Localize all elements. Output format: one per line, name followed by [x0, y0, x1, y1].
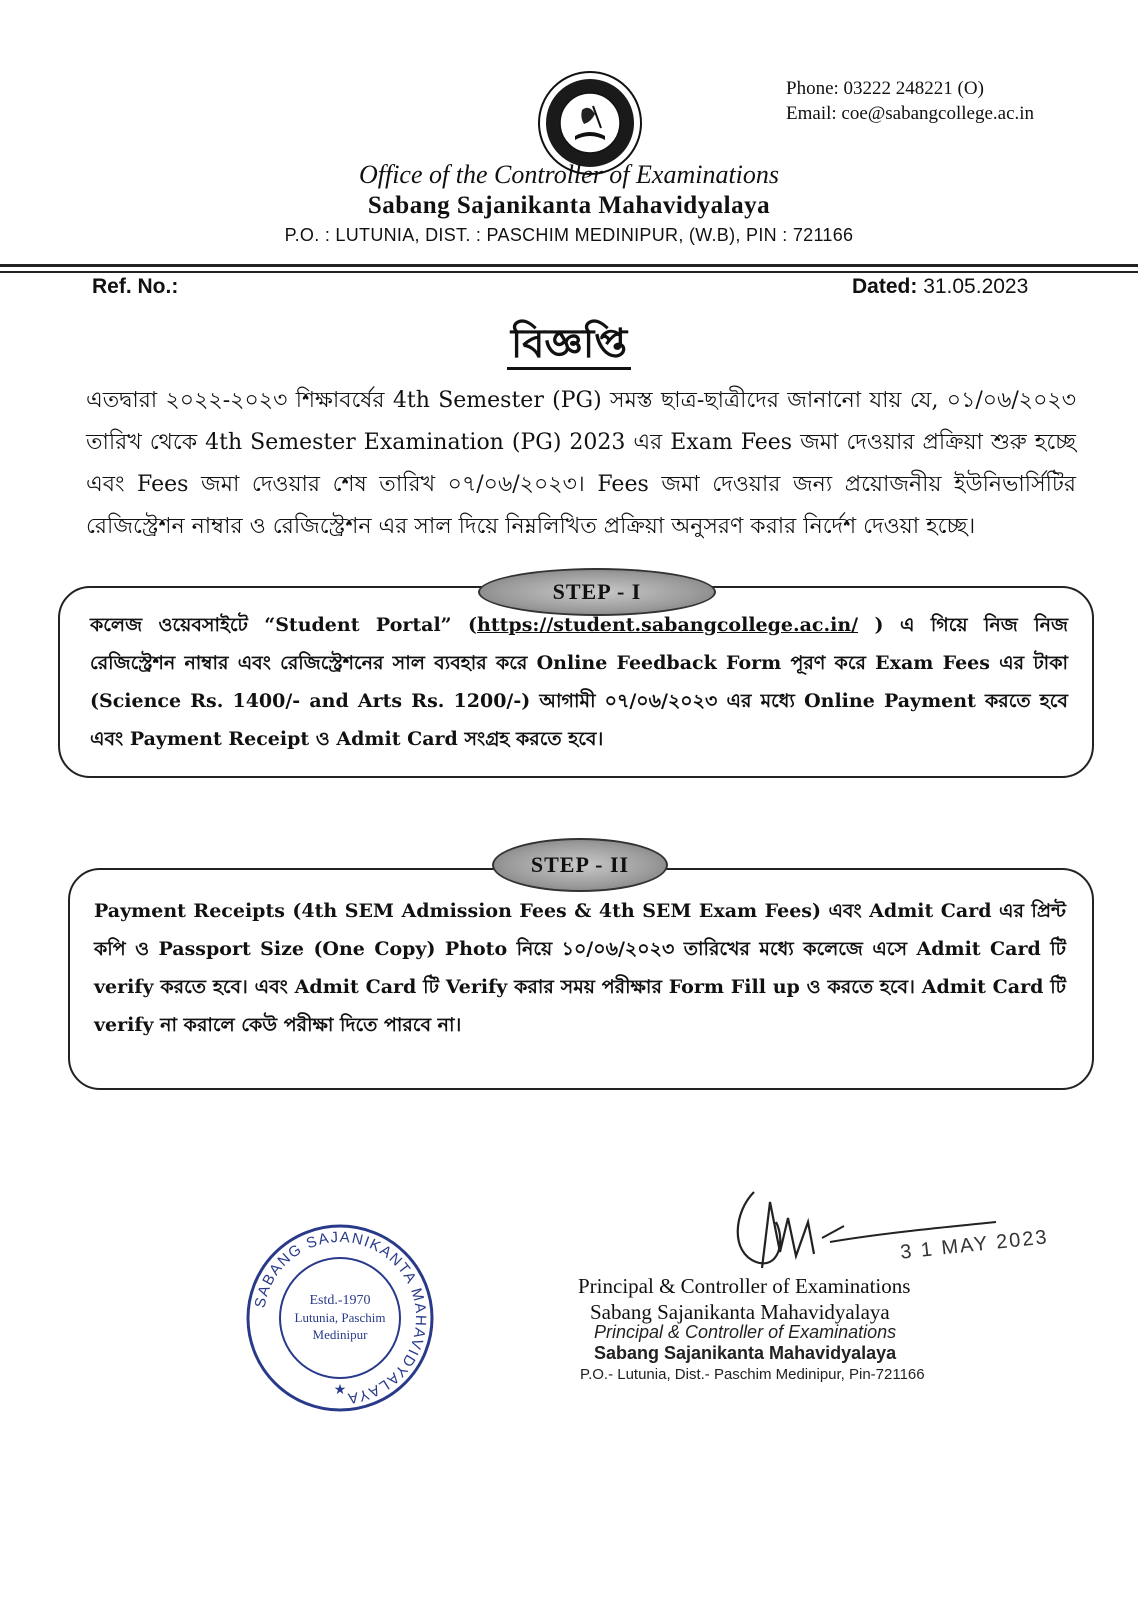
signatory-block	[578, 1273, 910, 1325]
seal-line1: Estd.-1970	[309, 1293, 371, 1308]
student-portal-link[interactable]: https://student.sabangcollege.ac.in/	[477, 614, 859, 636]
step1-text-after: ) এ গিয়ে নিজ নিজ রেজিস্ট্রেশন নাম্বার এবং রেজিস্ট্রেশনের সাল ব্যবহার করে Online Feedback Form পূরণ করে Exam Fees এর টাকা (Science Rs. 1400/- and Arts Rs. 1200/-) আগামী ০৭/০৬/২০২৩ এর মধ্যে Online Payment করতে হবে এবং Payment Receipt ও Admit Card সংগ্রহ করতে হবে।	[90, 614, 1068, 750]
step1-text-before: কলেজ ওয়েবসাইটে “Student Portal” (	[90, 614, 478, 636]
seal-ring-text: SABANG SAJANIKANTA MAHAVIDYALAYA	[251, 1228, 430, 1407]
step2-text: Payment Receipts (4th SEM Admission Fees & 4th SEM Exam Fees) এবং Admit Card এর প্রিন্ট কপি ও Passport Size (One Copy) Photo নিয়ে ১০/০৬/২০২৩ তারিখের মধ্যে কলেজে এসে Admit Card টি verify করতে হবে। এবং Admit Card টি Verify করার সময় পরীক্ষার Form Fill up ও করতে হবে। Admit Card টি verify না করালে কেউ পরীক্ষা দিতে পারবে না।	[94, 900, 1066, 1036]
signature	[726, 1182, 1016, 1278]
step1-text	[90, 606, 1068, 758]
signatory-title: Principal & Controller of Examinations	[578, 1274, 911, 1298]
college-seal	[244, 1222, 436, 1414]
step1-label: STEP - I	[478, 568, 716, 616]
intro-paragraph: এতদ্বারা ২০২২-২০২৩ শিক্ষাবর্ষের 4th Semester (PG) সমস্ত ছাত্র-ছাত্রীদের জানানো যায় যে, ০১/০৬/২০২৩ তারিখ থেকে 4th Semester Examination (PG) 2023 এর Exam Fees জমা দেওয়ার প্রক্রিয়া শুরু হচ্ছে এবং Fees জমা দেওয়ার শেষ তারিখ ০৭/০৬/২০২৩। Fees জমা দেওয়ার জন্য প্রয়োজনীয় ইউনিভার্সিটির রেজিস্ট্রেশন নাম্বার ও রেজিস্ট্রেশন এর সাল দিয়ে নিম্নলিখিত প্রক্রিয়া অনুসরণ করার নির্দেশ দেওয়া হচ্ছে।	[86, 388, 1076, 539]
college-name: Sabang Sajanikanta Mahavidyalaya	[367, 192, 771, 219]
phone-text: Phone: 03222 248221 (O)	[786, 78, 984, 99]
dated-label: Dated:	[852, 275, 918, 298]
official-stamp	[580, 1322, 925, 1385]
step2-label: STEP - II	[492, 838, 668, 892]
seal-line3: Medinipur	[312, 1327, 368, 1342]
stamp-title: Principal & Controller of Examinations	[594, 1322, 897, 1342]
seal-star-icon: ★	[333, 1383, 347, 1398]
header-rule-thin	[0, 271, 1138, 273]
notice-title-text: বিজ্ঞপ্তি	[507, 321, 631, 370]
stamp-college: Sabang Sajanikanta Mahavidyalaya	[594, 1343, 897, 1363]
dated-value: 31.05.2023	[923, 275, 1029, 298]
email-text: Email: coe@sabangcollege.ac.in	[786, 103, 1035, 124]
seal-line2: Lutunia, Paschim	[294, 1310, 386, 1325]
notice-title	[0, 312, 1138, 379]
ref-number-label: Ref. No.:	[92, 275, 179, 298]
contact-info	[786, 76, 1034, 126]
office-title: Office of the Controller of Examinations	[358, 160, 780, 189]
header-rule-thick	[0, 264, 1138, 267]
signature-date-stamp: 3 1 MAY 2023	[899, 1226, 1050, 1264]
date-line	[852, 275, 1028, 299]
signatory-college: Sabang Sajanikanta Mahavidyalaya	[590, 1300, 890, 1324]
stamp-address: P.O.- Lutunia, Dist.- Paschim Medinipur, Pin-721166	[580, 1366, 925, 1383]
college-address: P.O. : LUTUNIA, DIST. : PASCHIM MEDINIPUR, (W.B), PIN : 721166	[284, 225, 854, 245]
